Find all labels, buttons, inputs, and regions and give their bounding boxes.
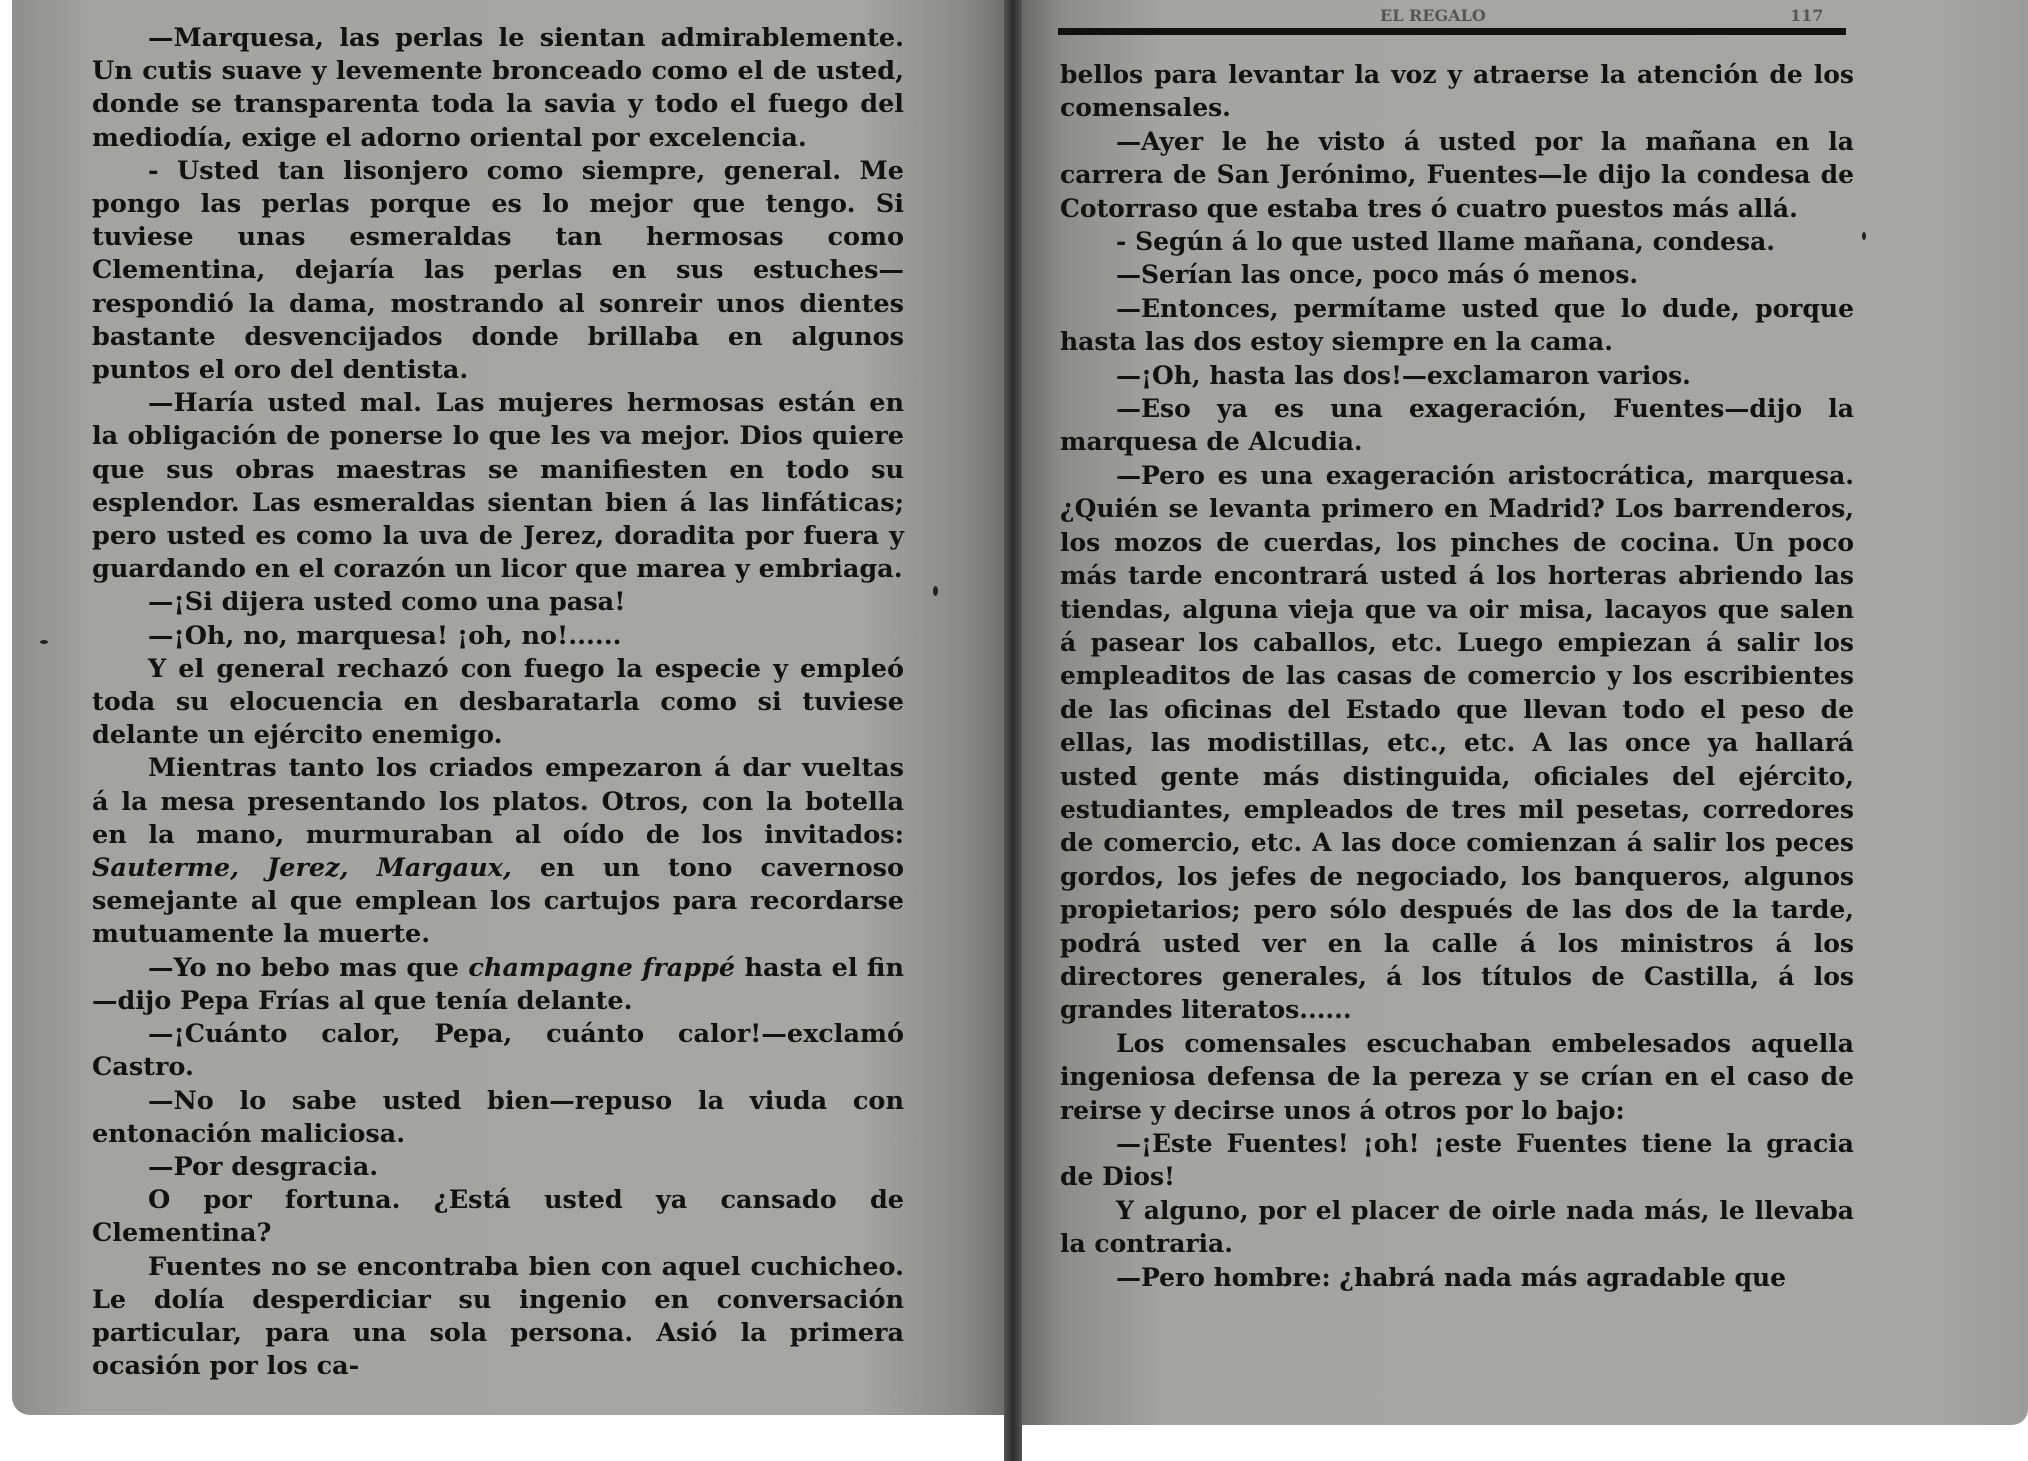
paragraph [92,586,904,619]
text-run: —Por desgracia. [148,1151,379,1182]
right-page-text-column [1060,58,1854,1294]
text-run: —¡Oh, no, marquesa! ¡oh, no!...... [148,620,622,651]
italic-text-run: champagne frappé [468,952,736,983]
paragraph [92,155,904,387]
text-run: —¡Si dijera usted como una pasa! [148,587,626,618]
text-run: - Usted tan lisonjero como siempre, general. Me pongo las perlas porque es lo mejor que tengo. Si tuviese unas esmeraldas tan hermosas como Clementina, dejaría las perlas en sus estuches—respondió la dama, mostrando al sonreir unos dientes bastante desvencijados donde brillaba en algunos puntos el oro del dentista. [92,155,904,386]
paragraph [92,387,904,586]
paragraph [92,620,904,653]
text-run: —Pero hombre: ¿habrá nada más agradable que [1116,1262,1787,1292]
paragraph [1060,459,1854,1027]
text-run: Mientras tanto los criados empezaron á dar vueltas á la mesa presentando los platos. Otros, con la botella en la mano, murmuraban al oído de los invitados: [92,753,904,850]
text-run: hasta el fin—dijo Pepa Frías al que tenía delante. [92,952,905,1016]
paragraph [92,752,904,951]
text-run: Y el general rechazó con fuego la especie y empleó toda su elocuencia en desbaratarla como si tuviese delante un ejército enemigo. [92,653,904,751]
text-run: O por fortuna. ¿Está usted ya cansado de Clementina? [92,1185,904,1249]
italic-text-run: Sauterme, Jerez, Margaux, [92,853,512,884]
scan-speck [1862,232,1866,240]
paragraph [1060,359,1854,392]
text-run: Y alguno, por el placer de oirle nada más, le llevaba la contraria. [1060,1195,1854,1259]
paragraph [1060,258,1854,291]
text-run: —Entonces, permítame usted que lo dude, porque hasta las dos estoy siempre en la cama. [1060,293,1854,357]
text-run: —Eso ya es una exageración, Fuentes—dijo la marquesa de Alcudia. [1060,394,1854,457]
left-page-text-column [92,22,904,1383]
paragraph [92,1085,904,1151]
text-run: —¡Cuánto calor, Pepa, cuánto calor!—exclamó Castro. [92,1019,904,1083]
paragraph [1060,1194,1854,1261]
text-run: —Serían las once, poco más ó menos. [1116,260,1639,290]
running-head-title: EL REGALO [1380,6,1486,25]
text-run: —Yo no bebo mas que [148,952,469,983]
paragraph [1060,292,1854,359]
paragraph [1060,1027,1854,1127]
paragraph [1060,392,1854,459]
page-number: 117 [1790,6,1824,25]
scan-speck [933,586,938,596]
paragraph [92,653,904,753]
paragraph [1060,1261,1854,1294]
paragraph [92,1151,904,1184]
text-run: Los comensales escuchaban embelesados aquella ingeniosa defensa de la pereza y se crían en el caso de reirse y decirse unos á otros por lo bajo: [1060,1028,1854,1125]
text-run: - Según á lo que usted llame mañana, condesa. [1116,227,1776,257]
paragraph [92,1251,904,1384]
left-page [12,0,1004,1415]
text-run: Fuentes no se encontraba bien con aquel cuchicheo. Le dolía desperdiciar su ingenio en conversación particular, para una sola persona. Asió la primera ocasión por los ca- [92,1251,904,1382]
text-run: —Pero es una exageración aristocrática, marquesa. ¿Quién se levanta primero en Madrid? Los barrenderos, los mozos de cuerdas, los pinches de cocina. Un poco más tarde encontrará usted á los horteras abriendo las tiendas, alguna vieja que va oir misa, lacayos que salen á pasear los caballos, etc. Luego empiezan á salir los empleaditos de las casas de comercio y los escribientes de las oficinas del Estado que llevan todo el peso de ellas, las modistillas, etc., etc. A las once ya hallará usted gente más distinguida, oficiales del ejército, estudiantes, empleados de tres mil pesetas, corredores de comercio, etc. A las doce comienzan á salir los peces gordos, los jefes de negociado, los banqueros, algunos propietarios; pero sólo después de las dos de la tarde, podrá usted ver en la calle á los ministros á los directores generales, á los títulos de Castilla, á los grandes literatos...... [1060,460,1854,1025]
running-head-rule [1058,28,1846,35]
text-run: —Marquesa, las perlas le sientan admirablemente. Un cutis suave y levemente bronceado como el de usted, donde se transparenta toda la savia y todo el fuego del mediodía, exige el adorno oriental por excelencia. [92,23,904,153]
text-run: —¡Oh, hasta las dos!—exclamaron varios. [1116,360,1691,390]
text-run: —¡Este Fuentes! ¡oh! ¡este Fuentes tiene la gracia de Dios! [1060,1129,1854,1192]
paragraph [1060,58,1854,125]
paragraph [92,1018,904,1084]
text-run: —Ayer le he visto á usted por la mañana en la carrera de San Jerónimo, Fuentes—le dijo la condesa de Cotorraso que estaba tres ó cuatro puestos más allá. [1060,126,1854,223]
right-page [1022,0,2028,1425]
text-run: bellos para levantar la voz y atraerse la atención de los comensales. [1060,60,1854,123]
scan-speck [40,640,48,644]
paragraph [1060,125,1854,225]
paragraph [92,952,904,1018]
paragraph [92,22,904,155]
text-run: —Haría usted mal. Las mujeres hermosas están en la obligación de ponerse lo que les va mejor. Dios quiere que sus obras maestras se manifiesten en todo su esplendor. Las esmeraldas sientan bien á las linfáticas; pero usted es como la uva de Jerez, doradita por fuera y guardando en el corazón un licor que marea y embriaga. [92,388,904,585]
text-run: en un tono cavernoso semejante al que emplean los cartujos para recordarse mutuamente la muerte. [92,853,904,950]
paragraph [1060,1127,1854,1194]
book-gutter [1004,0,1022,1461]
paragraph [1060,225,1854,258]
paragraph [92,1184,904,1250]
text-run: —No lo sabe usted bien—repuso la viuda con entonación maliciosa. [92,1085,904,1149]
